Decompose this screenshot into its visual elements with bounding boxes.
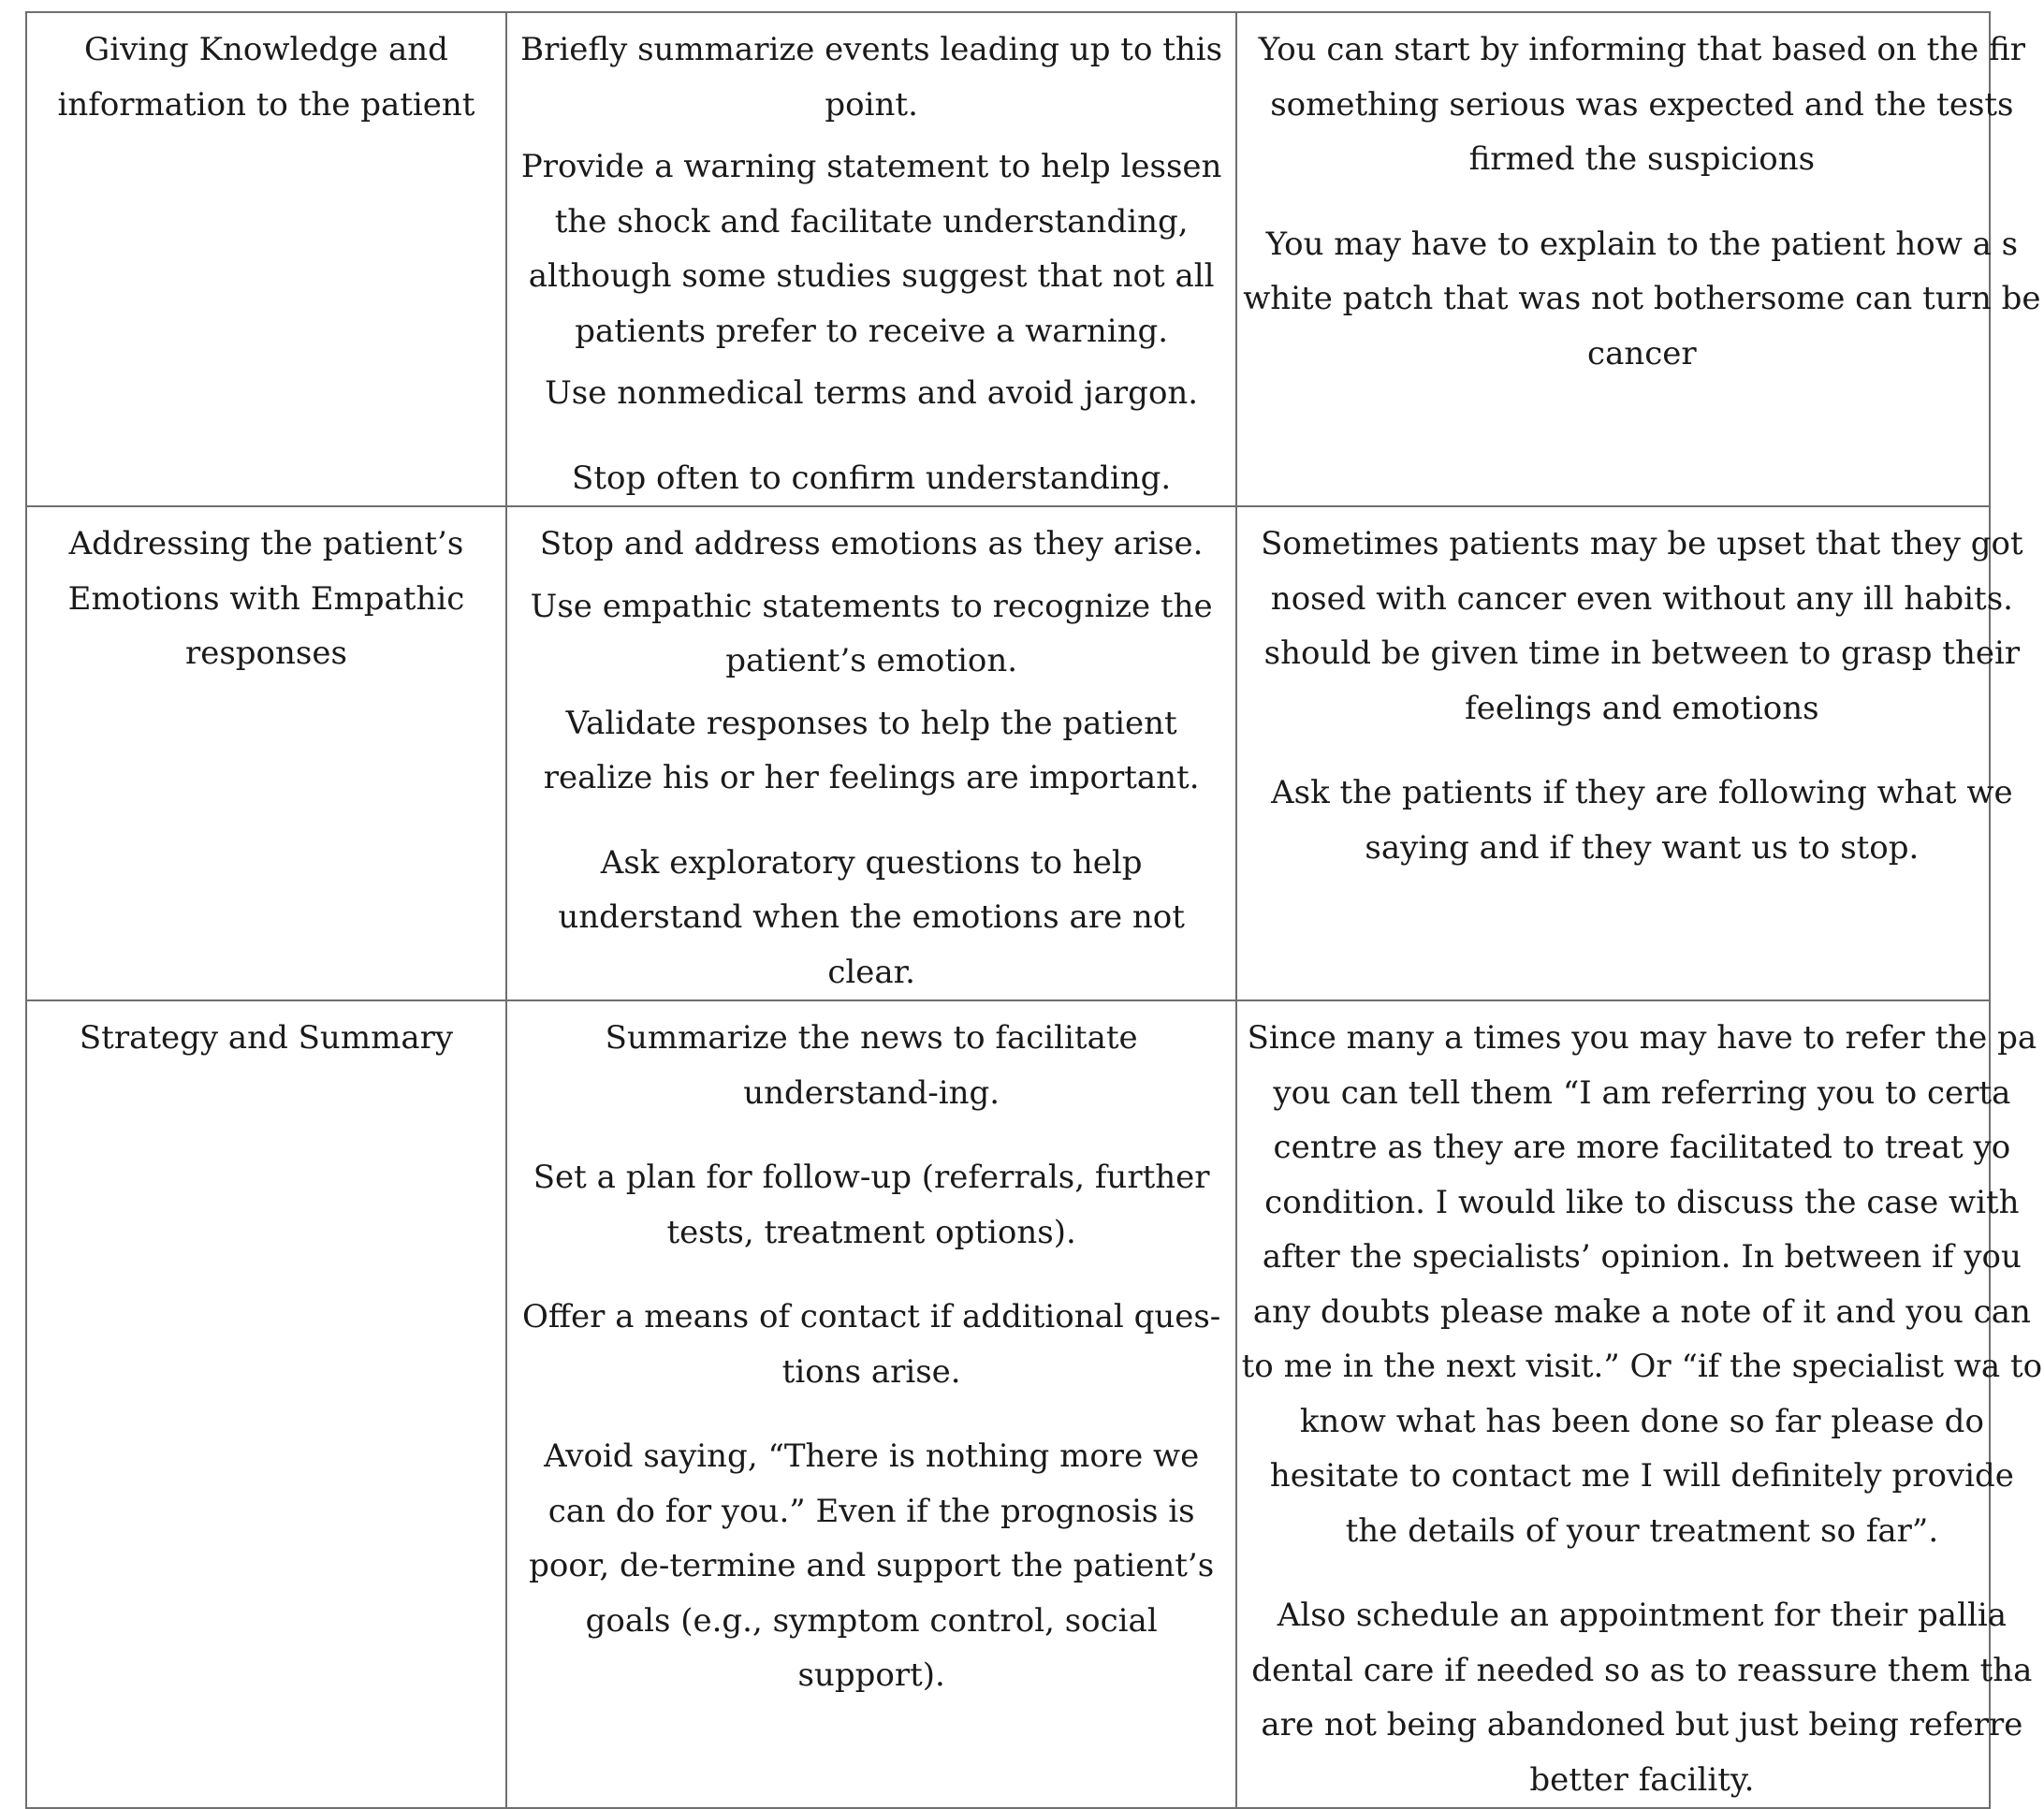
table-row — [26, 1000, 1990, 1808]
guidance-cell — [506, 506, 1236, 1000]
guidance-item: Use empathic statements to recognize the patient’s emotion. — [530, 587, 1213, 679]
guidance-item: Summarize the news to facilitate understand-ing. — [605, 1019, 1138, 1112]
example-text: Sometimes patients may be upset that they got nosed with cancer even without any ill habits. should be given time in between to grasp their feelings and emotions — [1261, 525, 2023, 727]
example-text: Ask the patients if they are following what we saying and if they want us to stop. — [1271, 774, 2013, 867]
example-cell — [1236, 12, 2041, 506]
guidance-item: Avoid saying, “There is nothing more we can do for you.” Even if the prognosis is poor, de-termine and support the patient’s goals (e.g., symptom control, social support). — [529, 1437, 1215, 1694]
stage-label: Strategy and Summary — [79, 1019, 454, 1057]
guidance-item: Stop and address emotions as they arise. — [539, 525, 1204, 562]
guidance-item: Stop often to confirm understanding. — [572, 459, 1172, 497]
table-row — [26, 12, 1990, 506]
guidance-item: Ask exploratory questions to help understand when the emotions are not clear. — [558, 843, 1185, 991]
example-cell — [1236, 506, 2023, 1000]
guidance-item: Validate responses to help the patient realize his or her feelings are important. — [543, 704, 1200, 796]
guidance-item: Offer a means of contact if additional ques-tions arise. — [521, 1298, 1221, 1391]
guidance-item: Set a plan for follow-up (referrals, further tests, treatment options). — [533, 1159, 1210, 1251]
guidance-item: Use nonmedical terms and avoid jargon. — [545, 374, 1199, 412]
stage-label: Addressing the patient’s Emotions with Empathic responses — [67, 525, 465, 672]
table-row — [26, 506, 1990, 1000]
stage-cell — [26, 12, 506, 506]
stage-label: Giving Knowledge and information to the patient — [57, 31, 475, 124]
stage-cell — [26, 506, 506, 1000]
guidance-item: Briefly summarize events leading up to this point. — [520, 31, 1223, 124]
guidance-item: Provide a warning statement to help lessen the shock and facilitate understanding, although some studies suggest that not all patients prefer to receive a warning. — [520, 148, 1222, 350]
example-text: Since many a times you may have to refer the pa you can tell them “I am referring you to certa centre as they are more facilitated to treat yo condition. I would like to discuss the case with after the specialists’ opinion. In between if you any doubts please make a note of it and you can to me in the next visit.” Or “if the specialist wa to know what has been done so far please do hesitate to contact me I will definitely provide the details of your treatment so far”. — [1241, 1019, 2043, 1550]
guidelines-table — [25, 11, 2043, 1809]
guidance-cell — [506, 1000, 1236, 1808]
example-text: You can start by informing that based on the fir something serious was expected and the tests firmed the suspicions — [1258, 31, 2026, 178]
example-text: Also schedule an appointment for their pallia dental care if needed so as to reassure them tha are not being abandoned but just being referre better facility. — [1251, 1597, 2033, 1799]
guidance-cell — [506, 12, 1236, 506]
example-cell — [1236, 1000, 2043, 1808]
stage-cell — [26, 1000, 506, 1808]
example-text: You may have to explain to the patient how a s white patch that was not bothersome can turn be cancer — [1243, 225, 2041, 372]
